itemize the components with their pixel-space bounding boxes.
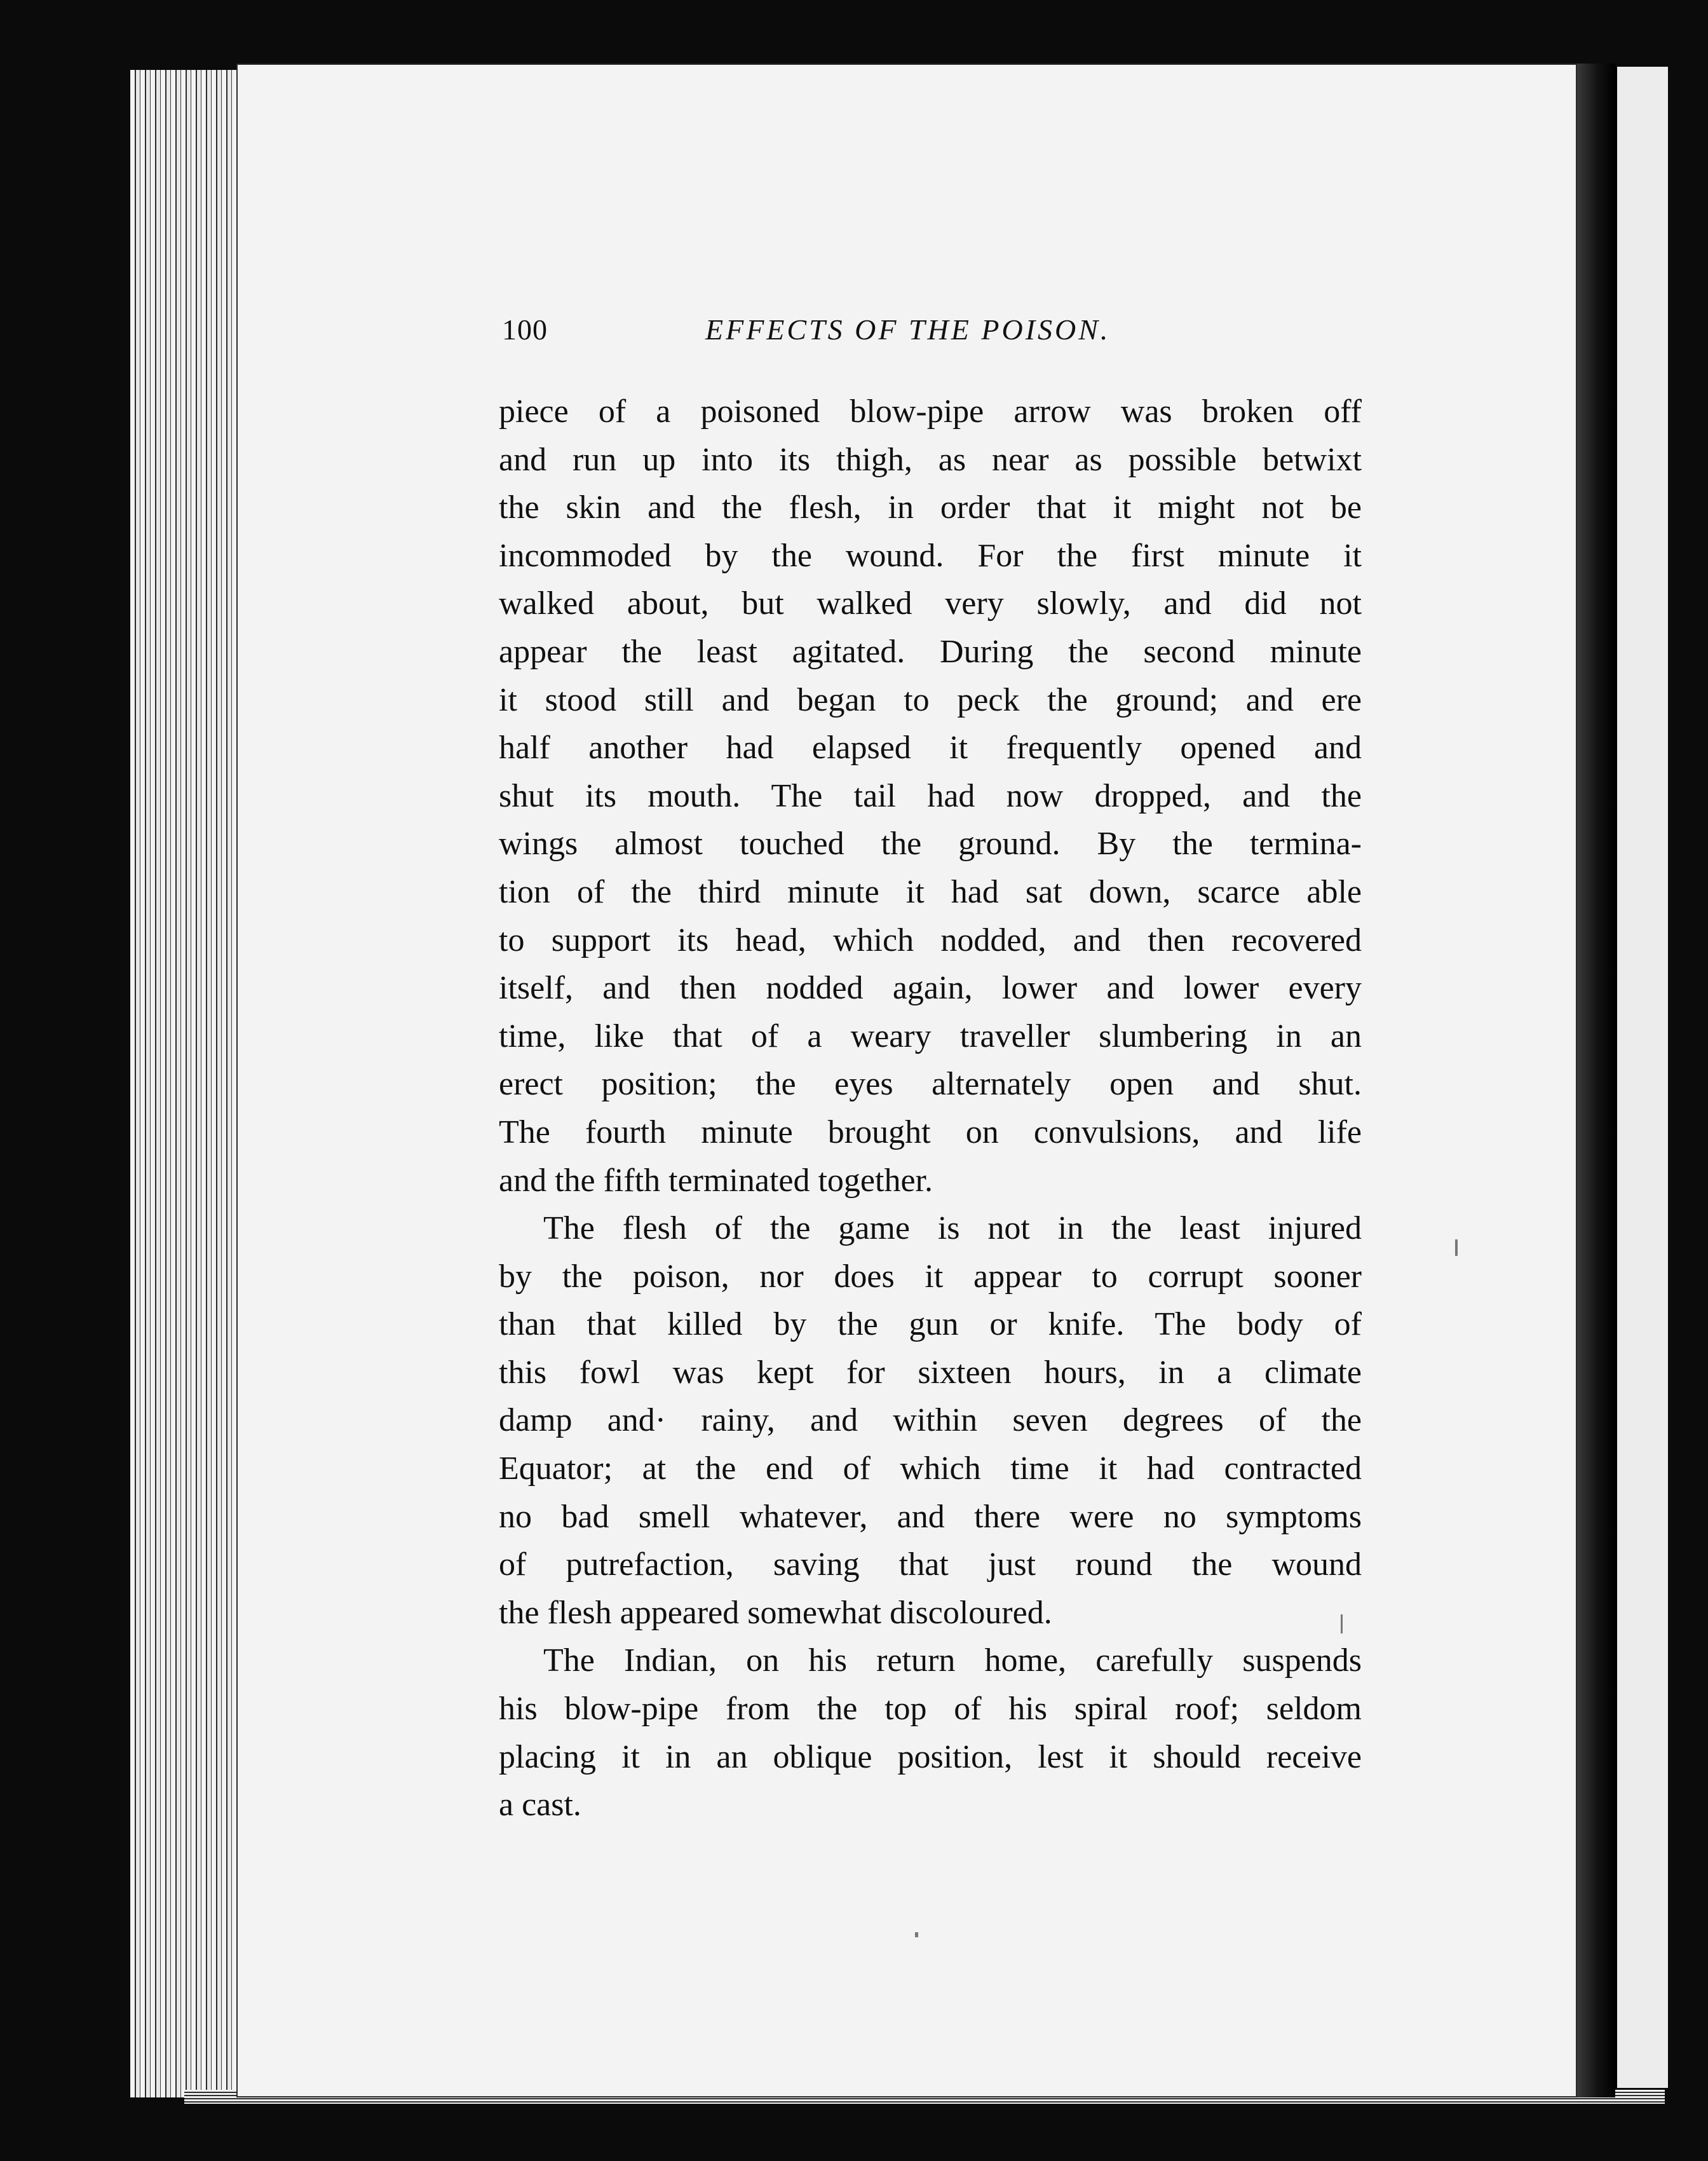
- paper-speck: [915, 1932, 918, 1937]
- text-line: to support its head, which nodded, and then recovered: [499, 922, 1362, 958]
- text-line: no bad smell whatever, and there were no symptoms: [499, 1498, 1362, 1535]
- text-line: a cast.: [499, 1787, 581, 1824]
- body-text: [499, 388, 1362, 1829]
- text-line: and the fifth terminated together.: [499, 1162, 933, 1199]
- text-line: than that killed by the gun or knife. The body of: [499, 1306, 1362, 1343]
- page-stack-edges: [130, 70, 241, 2097]
- text-line: and run up into its thigh, as near as possible betwixt: [499, 441, 1362, 478]
- text-line: walked about, but walked very slowly, and did not: [499, 585, 1362, 622]
- text-line: piece of a poisoned blow-pipe arrow was broken off: [499, 393, 1362, 430]
- text-line: appear the least agitated. During the second minute: [499, 633, 1362, 670]
- paper-speck: [1455, 1239, 1458, 1256]
- text-line: half another had elapsed it frequently opened and: [499, 730, 1362, 767]
- running-head: [502, 313, 1360, 357]
- running-title: EFFECTS OF THE POISON.: [705, 313, 1111, 346]
- text-line: his blow-pipe from the top of his spiral roof; seldom: [499, 1691, 1362, 1728]
- text-line: The Indian, on his return home, carefully suspends: [543, 1642, 1362, 1679]
- text-line: by the poison, nor does it appear to corrupt sooner: [499, 1258, 1362, 1295]
- text-line: incommoded by the wound. For the first minute it: [499, 537, 1362, 574]
- text-line: wings almost touched the ground. By the termina-: [499, 826, 1362, 862]
- text-line: The flesh of the game is not in the least injured: [543, 1210, 1362, 1247]
- page-number: 100: [502, 313, 548, 346]
- text-line: placing it in an oblique position, lest it should receive: [499, 1738, 1362, 1775]
- book-gutter: [1577, 64, 1615, 2097]
- text-line: time, like that of a weary traveller slumbering in an: [499, 1018, 1362, 1054]
- text-line: it stood still and began to peck the ground; and ere: [499, 681, 1362, 718]
- text-line: damp and· rainy, and within seven degrees of the: [499, 1402, 1362, 1439]
- text-line: tion of the third minute it had sat down, scarce able: [499, 873, 1362, 910]
- text-line: The fourth minute brought on convulsions, and life: [499, 1114, 1362, 1150]
- text-line: the flesh appeared somewhat discoloured.: [499, 1594, 1052, 1631]
- text-line: itself, and then nodded again, lower and lower every: [499, 970, 1362, 1007]
- adjacent-page-edge: [1615, 67, 1668, 2088]
- text-line: shut its mouth. The tail had now dropped, and the: [499, 777, 1362, 814]
- text-line: the skin and the flesh, in order that it might not be: [499, 489, 1362, 526]
- text-line: of putrefaction, saving that just round the wound: [499, 1546, 1362, 1583]
- text-line: erect position; the eyes alternately open and shut.: [499, 1066, 1362, 1103]
- text-line: Equator; at the end of which time it had contracted: [499, 1450, 1362, 1487]
- text-line: this fowl was kept for sixteen hours, in a climate: [499, 1354, 1362, 1391]
